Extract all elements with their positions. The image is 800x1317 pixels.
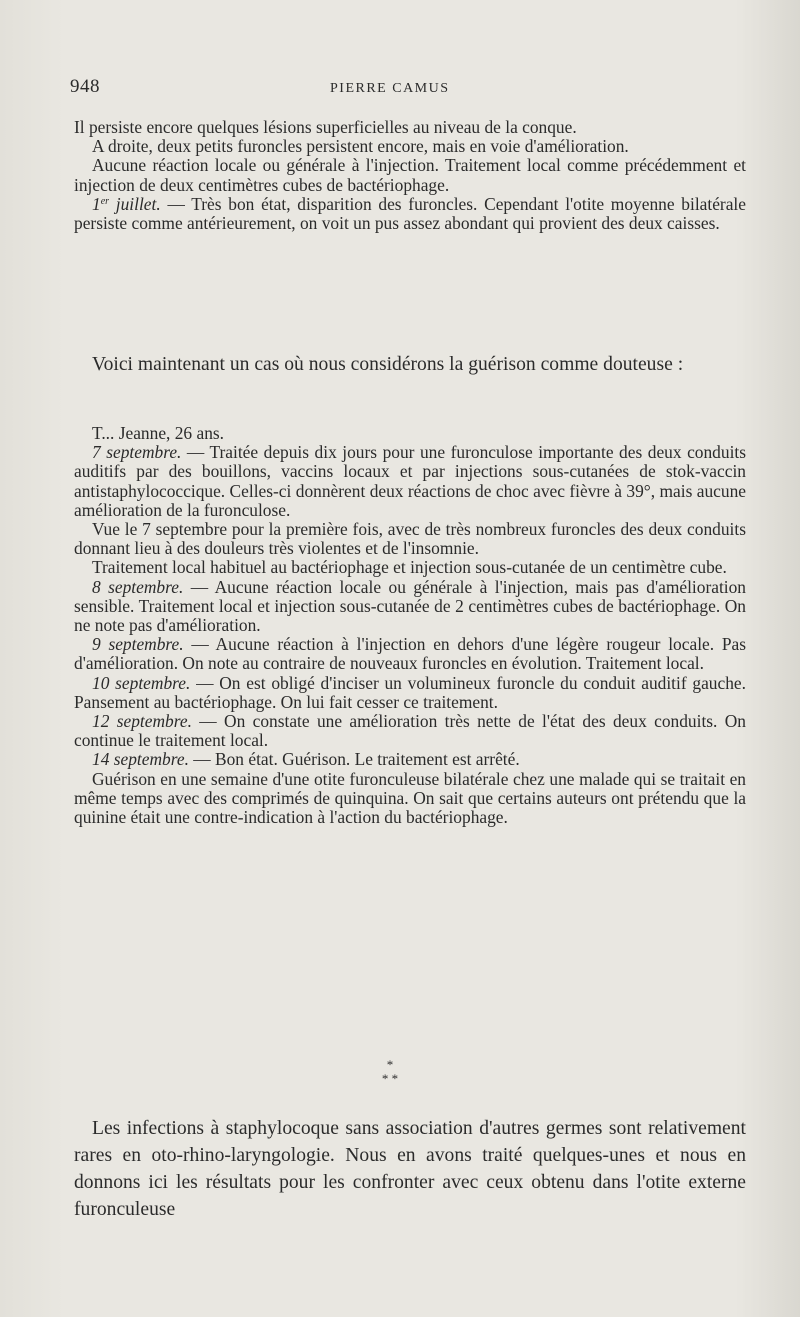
entry-date: 7 septembre. (92, 442, 182, 463)
running-title: PIERRE CAMUS (330, 81, 450, 96)
dated-entry (74, 635, 746, 673)
section-1 (74, 118, 746, 233)
paragraph: Aucune réaction locale ou générale à l'injection. Traitement local comme précédemment et injection de deux centimètres cubes de bactériophage. (74, 155, 746, 195)
page-header (70, 76, 730, 100)
entry-date: 9 septembre. (92, 634, 184, 655)
intro-paragraph: Voici maintenant un cas où nous considérons la guérison comme douteuse : (92, 354, 684, 375)
entry-text: — Bon état. Guérison. Le traitement est arrêté. (188, 749, 520, 770)
dated-entry (74, 674, 746, 712)
separator-star-top: * (386, 1057, 394, 1072)
entry-text: — Traitée depuis dix jours pour une furonculose importante des deux conduits auditifs par des bouillons, vaccins locaux et par injections sous-cutanées de stok-vaccin antistaphylococcique. Celles-ci donnèrent deux réactions de choc avec fièvre à 39°, mais aucune amélioration de la furonculose. (74, 442, 746, 520)
paragraph: Les infections à staphylocoque sans association d'autres germes sont relativement rares en oto-rhino-laryngologie. Nous en avons traité quelques-unes et nous en donnons ici les résultats pour les confronter avec ceux obtenu dans l'otite externe furonculeuse (74, 1118, 746, 1220)
paragraph: Vue le 7 septembre pour la première fois, avec de très nombreux furoncles des deux conduits donnant lieu à des douleurs très violentes et de l'insomnie. (74, 519, 746, 559)
entry-date: 14 septembre. (92, 749, 189, 770)
entry-date: 12 septembre. (92, 711, 192, 732)
paragraph: Traitement local habituel au bactériophage et injection sous-cutanée de un centimètre cube. (92, 557, 727, 578)
entry-date: 8 septembre. (92, 576, 184, 597)
date-number: 1 (92, 193, 101, 214)
separator-stars-bottom: * * (381, 1071, 399, 1086)
entry-date: 10 septembre. (92, 672, 191, 693)
entry-text: — Très bon état, disparition des furoncles. Cependant l'otite moyenne bilatérale persiste comme antérieurement, on voit un pus assez abondant qui provient des deux caisses. (74, 193, 746, 234)
section-3 (74, 1115, 746, 1223)
patient-line: T... Jeanne, 26 ans. (92, 423, 224, 443)
entry-text: — On est obligé d'inciser un volumineux furoncle du conduit auditif gauche. Pansement au bactériophage. On lui fait cesser ce traitement. (74, 672, 746, 712)
dated-entry (74, 443, 746, 520)
conclusion-paragraph: Guérison en une semaine d'une otite furonculeuse bilatérale chez une malade qui se traitait en même temps avec des comprimés de quinquina. On sait que certains auteurs ont prétendu que la quinine était une contre-indication à l'action du bactériophage. (74, 768, 746, 828)
date-superscript: er (100, 195, 110, 207)
paragraph: A droite, deux petits furoncles persistent encore, mais en voie d'amélioration. (92, 136, 629, 157)
case-report (74, 424, 746, 827)
date-month: juillet. (115, 193, 161, 214)
section-2-intro (74, 354, 746, 377)
paragraph: Il persiste encore quelques lésions superficielles au niveau de la conque. (74, 117, 577, 137)
entry-date (92, 194, 161, 214)
dated-entry (74, 712, 746, 750)
entry-text: — On constate une amélioration très nette de l'état des deux conduits. On continue le traitement local. (74, 711, 746, 751)
page-number: 948 (70, 76, 100, 97)
entry-text: — Aucune réaction à l'injection en dehors d'une légère rougeur locale. Pas d'amélioration. On note au contraire de nouveaux furoncles en évolution. Traitement local. (74, 634, 747, 674)
dated-entry (74, 578, 746, 636)
dated-entry (74, 750, 746, 769)
entry-text: — Aucune réaction locale ou générale à l'injection, mais pas d'amélioration sensible. Traitement local et injection sous-cutanée de 2 centimètres cubes de bactériophage. On ne note pas d'amélioration. (74, 576, 747, 636)
dated-entry (74, 195, 746, 233)
section-separator (370, 1058, 410, 1086)
